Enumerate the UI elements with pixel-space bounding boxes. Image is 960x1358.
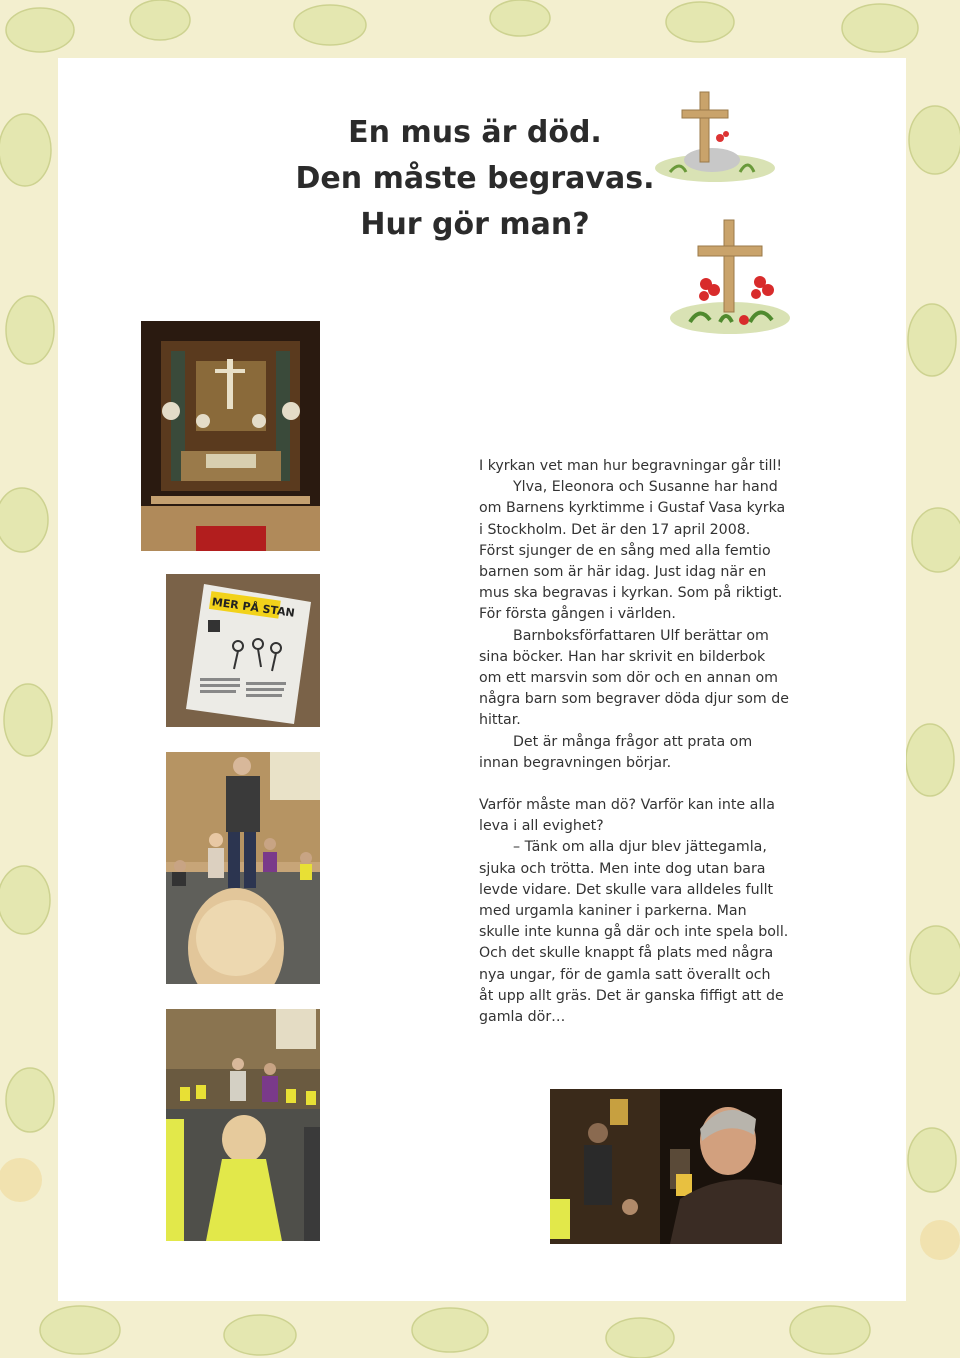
title-line-1: En mus är död.: [348, 115, 602, 150]
article-paragraph-2: Ylva, Eleonora och Susanne har hand om Barnens kyrktimme i Gustaf Vasa kyrka i Stockholm. Det är den 17 april 2008. Först sjunger de en sång med alla femtio barnen som är här idag. Just idag när en mus ska begravas i kyrkan. Som på riktigt. För första gången i världen.: [479, 479, 786, 623]
cross-with-flowers-illustration: [660, 210, 800, 340]
title-line-3: Hur gör man?: [360, 207, 590, 242]
paragraph-spacer: [479, 774, 789, 795]
newspaper-poster-photo: [166, 574, 320, 727]
article-text: [479, 456, 789, 1028]
article-paragraph-4: Det är många frågor att prata om innan begravningen börjar.: [479, 733, 753, 771]
title-line-2: Den måste begravas.: [295, 161, 655, 196]
cross-with-stone-illustration: [640, 80, 790, 190]
children-circle-photo: [166, 1009, 320, 1241]
article-paragraph-1: I kyrkan vet man hur begravningar går till!: [479, 458, 783, 474]
page-title: [255, 110, 695, 248]
article-paragraph-6: – Tänk om alla djur blev jättegamla, sjuka och trötta. Men inte dog utan bara levde vidare. Det skulle vara alldeles fullt med urgamla kaniner i parkerna. Man skulle inte kunna gå där och inte spela boll. Och det skulle knappt få plats med några nya ungar, för de gamla satt överallt och åt upp allt gräs. Det är ganska fiffigt att de gamla dör…: [479, 839, 789, 1026]
poster-headline: MER PÅ STAN: [211, 595, 296, 620]
author-portrait-photo: [550, 1089, 782, 1244]
article-paragraph-5: Varför måste man dö? Varför kan inte alla leva i all evighet?: [479, 797, 775, 835]
article-paragraph-3: Barnboksförfattaren Ulf berättar om sina böcker. Han har skrivit en bilderbok om ett marsvin som dör och en annan om några barn som begraver döda djur som de hittar.: [479, 627, 789, 729]
altar-photo: [141, 321, 320, 551]
storyteller-photo: [166, 752, 320, 984]
